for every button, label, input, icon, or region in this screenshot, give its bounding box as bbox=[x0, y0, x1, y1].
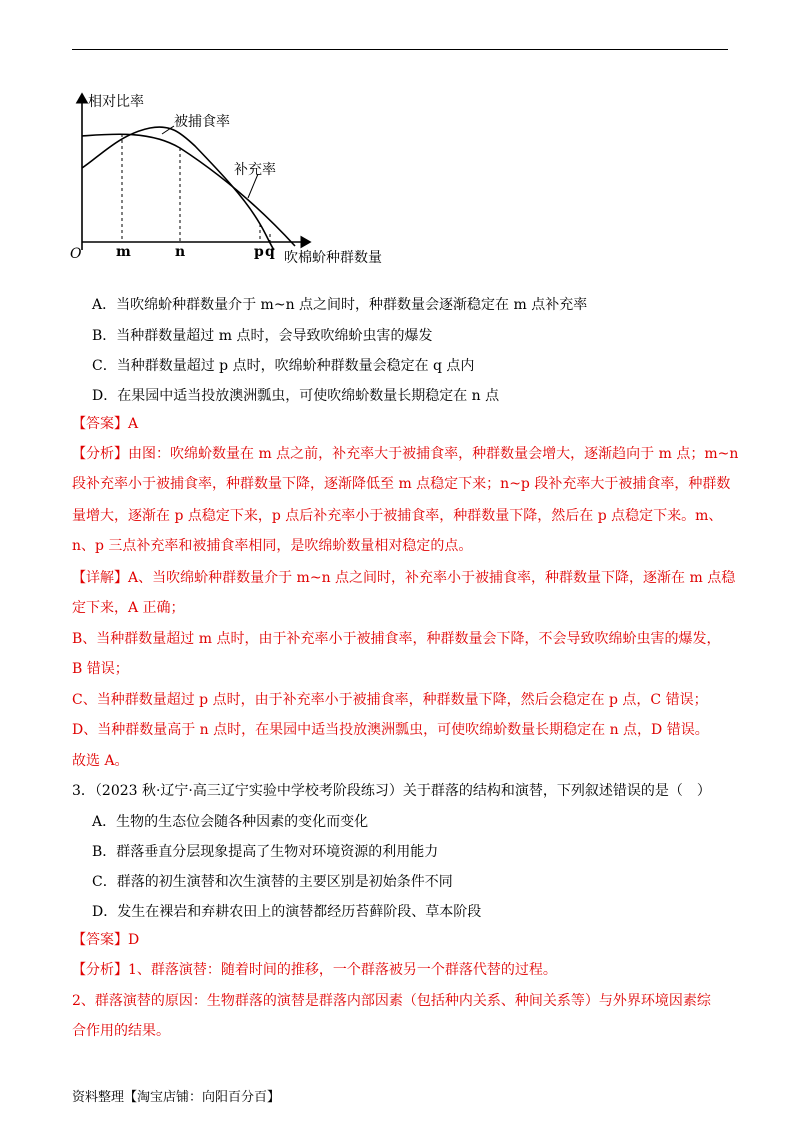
x-tick-m: m bbox=[116, 244, 131, 260]
q3-option-c: C．群落的初生演替和次生演替的主要区别是初始条件不同 bbox=[92, 874, 453, 890]
q3-analysis-line: 【分析】1、群落演替：随着时间的推移，一个群落被另一个群落代替的过程。 bbox=[72, 962, 557, 978]
y-axis-label: 相对比率 bbox=[88, 94, 144, 110]
q2-detail-line: B、当种群数量超过 m 点时，由于补充率小于被捕食率，种群数量会下降，不会导致吹绵蚧虫害的爆发， bbox=[72, 631, 721, 647]
q3-analysis-line: 合作用的结果。 bbox=[72, 1023, 170, 1039]
q2-detail-line: C、当种群数量超过 p 点时，由于补充率小于被捕食率，种群数量下降，然后会稳定在 p 点，C 错误； bbox=[72, 692, 708, 708]
q2-analysis-line: 【分析】由图：吹绵蚧数量在 m 点之前，补充率大于被捕食率，种群数量会增大，逐渐趋向于 m 点；m~n bbox=[72, 446, 739, 462]
footer-source: 资料整理【淘宝店铺：向阳百分百】 bbox=[72, 1090, 281, 1105]
q3-analysis-line: 2、群落演替的原因：生物群落的演替是群落内部因素（包括种内关系、种间关系等）与外界环境因素综 bbox=[72, 993, 711, 1009]
x-tick-n: n bbox=[175, 244, 186, 260]
population-rate-figure bbox=[70, 88, 400, 268]
x-tick-p: p bbox=[254, 244, 264, 260]
q2-analysis-line: 量增大，逐渐在 p 点稳定下来，p 点后补充率小于被捕食率，种群数量下降，然后在 p 点稳定下来。m、 bbox=[72, 508, 723, 524]
q2-option-a: A．当吹绵蚧种群数量介于 m~n 点之间时，种群数量会逐渐稳定在 m 点补充率 bbox=[92, 297, 588, 313]
q2-detail-line: 定下来，A 正确； bbox=[72, 600, 185, 616]
q3-answer: 【答案】D bbox=[72, 932, 140, 948]
q2-analysis-line: 段补充率小于被捕食率，种群数量下降，逐渐降低至 m 点稳定下来；n~p 段补充率大于被捕食率，种群数 bbox=[72, 476, 731, 492]
q2-analysis-line: n、p 三点补充率和被捕食率相同，是吹绵蚧数量相对稳定的点。 bbox=[72, 538, 473, 554]
x-tick-q: q bbox=[265, 244, 275, 260]
q3-stem: 3．（2023 秋·辽宁·高三辽宁实验中学校考阶段练习）关于群落的结构和演替，下列叙述错误的是（ ） bbox=[72, 783, 711, 799]
q2-option-d: D．在果园中适当投放澳洲瓢虫，可使吹绵蚧数量长期稳定在 n 点 bbox=[92, 388, 500, 404]
q3-option-d: D．发生在裸岩和弃耕农田上的演替都经历苔藓阶段、草本阶段 bbox=[92, 904, 482, 920]
q2-detail-line: B 错误； bbox=[72, 661, 129, 677]
x-axis-label: 吹棉蚧种群数量 bbox=[284, 250, 382, 266]
q2-answer: 【答案】A bbox=[72, 416, 139, 432]
supplement-curve-label: 补充率 bbox=[234, 162, 276, 178]
q2-option-b: B．当种群数量超过 m 点时，会导致吹绵蚧虫害的爆发 bbox=[92, 328, 433, 344]
header-rule bbox=[72, 49, 728, 50]
figure-svg bbox=[70, 88, 400, 268]
q3-option-b: B．群落垂直分层现象提高了生物对环境资源的利用能力 bbox=[92, 844, 439, 860]
q2-detail-line: 【详解】A、当吹绵蚧种群数量介于 m~n 点之间时，补充率小于被捕食率，种群数量下降，逐渐在 m 点稳 bbox=[72, 570, 736, 586]
q2-option-c: C．当种群数量超过 p 点时，吹绵蚧种群数量会稳定在 q 点内 bbox=[92, 358, 475, 374]
q3-option-a: A．生物的生态位会随各种因素的变化而变化 bbox=[92, 814, 369, 830]
predation-curve-label: 被捕食率 bbox=[174, 114, 230, 130]
origin-label: O bbox=[70, 246, 82, 262]
predation-rate-curve bbox=[82, 127, 274, 250]
q2-conclusion: 故选 A。 bbox=[72, 753, 129, 769]
q2-detail-line: D、当种群数量高于 n 点时，在果园中适当投放澳洲瓢虫，可使吹绵蚧数量长期稳定在 n 点，D 错误。 bbox=[72, 722, 709, 738]
